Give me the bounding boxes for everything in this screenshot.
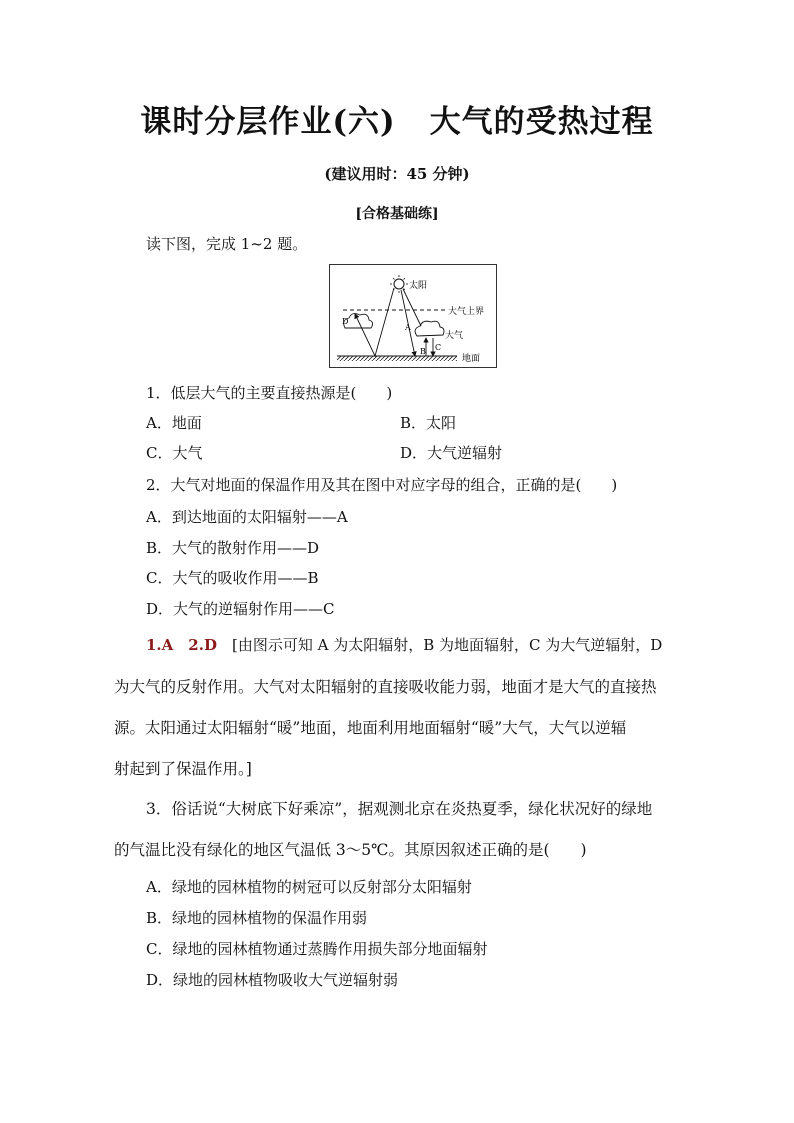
suggested-time: (建议用时：45 分钟) bbox=[324, 165, 470, 183]
q3-option-a: A．绿地的园林植物的树冠可以反射部分太阳辐射 bbox=[146, 878, 472, 896]
q1-option-a: A．地面 bbox=[146, 414, 202, 432]
title-sub: 大气的受热过程 bbox=[429, 104, 654, 140]
q1-option-b: B．太阳 bbox=[400, 414, 457, 432]
title-main: 课时分层作业(六) bbox=[140, 104, 396, 140]
label-atmosphere: 大气 bbox=[445, 331, 464, 341]
label-a: A bbox=[405, 323, 411, 332]
intro-text: 读下图，完成 1~2 题。 bbox=[146, 235, 308, 253]
q2-stem: 2．大气对地面的保温作用及其在图中对应字母的组合，正确的是( ) bbox=[146, 476, 618, 494]
page-title bbox=[0, 96, 794, 141]
answer-explanation: [由图示可知 A 为太阳辐射，B 为地面辐射，C 为大气逆辐射，D bbox=[231, 636, 663, 654]
q3-stem-line-2: 的气温比没有绿化的地区气温低 3～5℃。其原因叙述正确的是( ) bbox=[114, 841, 587, 859]
label-c: C bbox=[435, 343, 442, 352]
q2-option-a: A．到达地面的太阳辐射——A bbox=[146, 508, 348, 526]
label-ground: 地面 bbox=[462, 354, 481, 364]
atmosphere-heating-diagram bbox=[329, 264, 497, 368]
answer-line-2: 为大气的反射作用。大气对太阳辐射的直接吸收能力弱，地面才是大气的直接热 bbox=[114, 678, 657, 696]
answer-line-4: 射起到了保温作用。] bbox=[114, 760, 252, 778]
label-upper-boundary: 大气上界 bbox=[448, 307, 485, 317]
section-heading: [合格基础练] bbox=[355, 206, 439, 222]
q3-option-c: C．绿地的园林植物通过蒸腾作用损失部分地面辐射 bbox=[146, 940, 488, 958]
q3-stem-line-1: 3．俗话说“大树底下好乘凉”，据观测北京在炎热夏季，绿化状况好的绿地 bbox=[146, 800, 653, 818]
q3-option-b: B．绿地的园林植物的保温作用弱 bbox=[146, 909, 368, 927]
answer-line-3: 源。太阳通过太阳辐射“暖”地面，地面利用地面辐射“暖”大气，大气以逆辐 bbox=[114, 719, 627, 737]
label-sun: 太阳 bbox=[409, 281, 428, 291]
q1-option-d: D．大气逆辐射 bbox=[400, 444, 503, 462]
label-b: B bbox=[420, 347, 426, 356]
q3-option-d: D．绿地的园林植物吸收大气逆辐射弱 bbox=[146, 971, 399, 989]
q2-option-d: D．大气的逆辐射作用——C bbox=[146, 600, 335, 618]
answer-line-1 bbox=[146, 634, 662, 655]
ground-hatch bbox=[337, 356, 457, 361]
q1-stem: 1．低层大气的主要直接热源是( ) bbox=[146, 384, 393, 402]
answer-key: 1.A 2.D bbox=[146, 636, 217, 654]
label-d: D bbox=[342, 317, 349, 326]
q2-option-b: B．大气的散射作用——D bbox=[146, 539, 320, 557]
q1-option-c: C．大气 bbox=[146, 444, 203, 462]
q2-option-c: C．大气的吸收作用——B bbox=[146, 569, 319, 587]
